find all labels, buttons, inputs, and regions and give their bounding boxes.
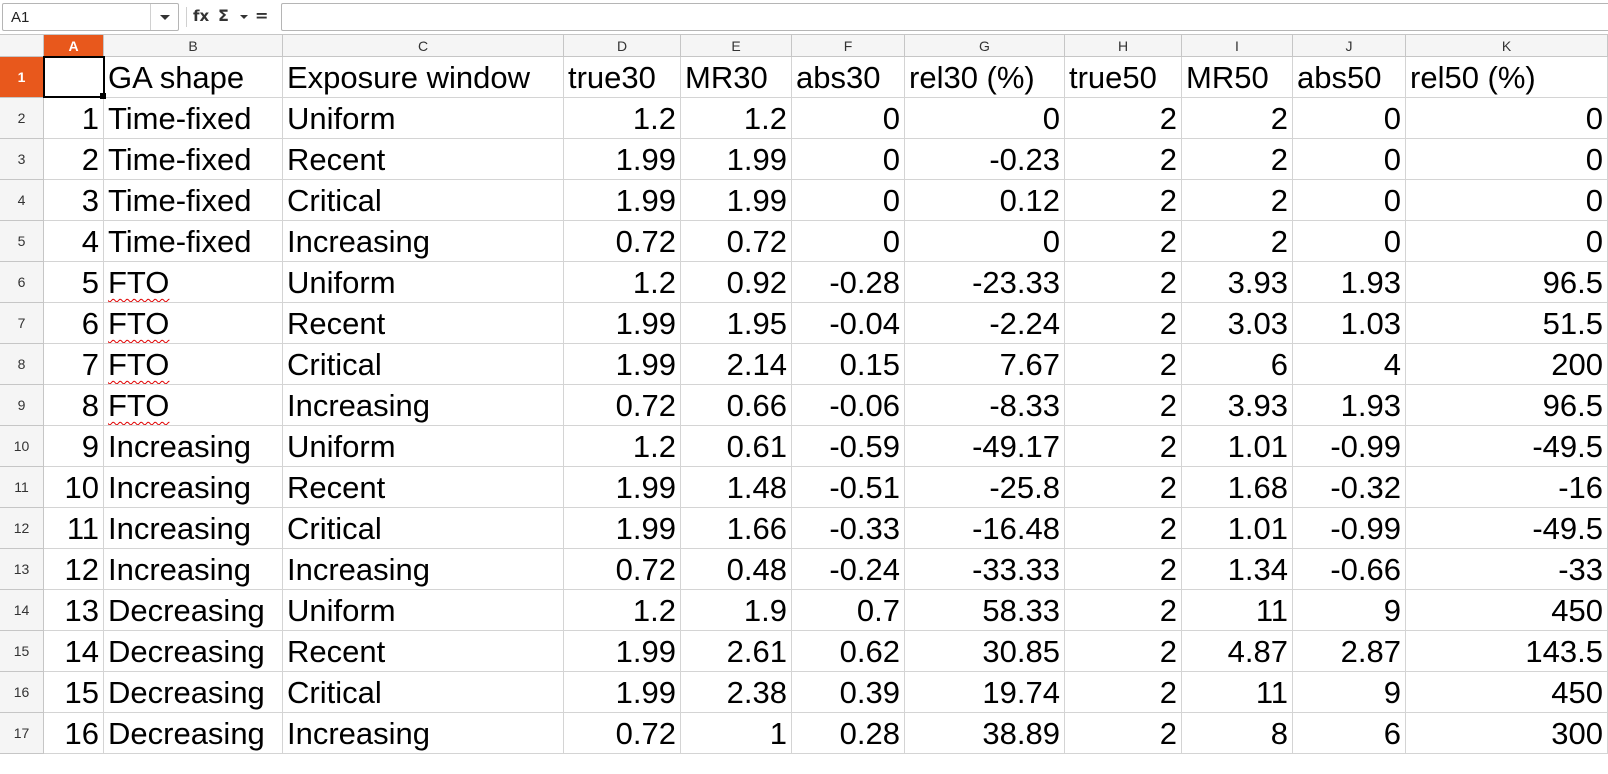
cell-d16[interactable]: 1.99	[564, 672, 681, 713]
cell-h11[interactable]: 2	[1065, 467, 1182, 508]
cell-d14[interactable]: 1.2	[564, 590, 681, 631]
cell-text-spellcheck: FTO	[108, 306, 170, 341]
cell-h3[interactable]: 2	[1065, 139, 1182, 180]
cell-c13[interactable]: Increasing	[283, 549, 564, 590]
cell-i10[interactable]: 1.01	[1182, 426, 1293, 467]
cell-a16[interactable]: 15	[44, 672, 104, 713]
column-header-d[interactable]: D	[564, 35, 681, 57]
autofill-handle[interactable]	[100, 93, 106, 99]
cell-a14[interactable]: 13	[44, 590, 104, 631]
row-header-4[interactable]: 4	[0, 180, 44, 221]
cell-k15[interactable]: 143.5	[1406, 631, 1608, 672]
column-header-j[interactable]: J	[1293, 35, 1406, 57]
column-header-e[interactable]: E	[681, 35, 792, 57]
cell-c9[interactable]: Increasing	[283, 385, 564, 426]
cell-i6[interactable]: 3.93	[1182, 262, 1293, 303]
cell-i5[interactable]: 2	[1182, 221, 1293, 262]
row-header-15[interactable]: 15	[0, 631, 44, 672]
function-wizard-icon[interactable]: fx	[193, 7, 210, 25]
cell-k5[interactable]: 0	[1406, 221, 1608, 262]
row-header-8[interactable]: 8	[0, 344, 44, 385]
cell-a6[interactable]: 5	[44, 262, 104, 303]
cell-k6[interactable]: 96.5	[1406, 262, 1608, 303]
cell-g2[interactable]: 0	[905, 98, 1065, 139]
cell-k3[interactable]: 0	[1406, 139, 1608, 180]
cell-i14[interactable]: 11	[1182, 590, 1293, 631]
cell-c12[interactable]: Critical	[283, 508, 564, 549]
cell-e8[interactable]: 2.14	[681, 344, 792, 385]
formula-bar	[0, 0, 1608, 35]
row-header-14[interactable]: 14	[0, 590, 44, 631]
cell-h1[interactable]: true50	[1065, 57, 1182, 98]
cell-a9[interactable]: 8	[44, 385, 104, 426]
cell-d2[interactable]: 1.2	[564, 98, 681, 139]
cell-b1[interactable]: GA shape	[104, 57, 283, 98]
cell-d15[interactable]: 1.99	[564, 631, 681, 672]
cell-j2[interactable]: 0	[1293, 98, 1406, 139]
name-box-value: A1	[11, 9, 30, 26]
cell-i15[interactable]: 4.87	[1182, 631, 1293, 672]
cell-h2[interactable]: 2	[1065, 98, 1182, 139]
cell-d8[interactable]: 1.99	[564, 344, 681, 385]
name-box[interactable]	[2, 3, 179, 31]
cell-k9[interactable]: 96.5	[1406, 385, 1608, 426]
cell-f9[interactable]: -0.06	[792, 385, 905, 426]
cell-g10[interactable]: -49.17	[905, 426, 1065, 467]
cell-b11[interactable]: Increasing	[104, 467, 283, 508]
cell-j6[interactable]: 1.93	[1293, 262, 1406, 303]
cell-c3[interactable]: Recent	[283, 139, 564, 180]
chevron-down-icon[interactable]	[150, 4, 178, 30]
cell-k4[interactable]: 0	[1406, 180, 1608, 221]
cell-g7[interactable]: -2.24	[905, 303, 1065, 344]
cell-k1[interactable]: rel50 (%)	[1406, 57, 1608, 98]
cell-d17[interactable]: 0.72	[564, 713, 681, 754]
cell-f1[interactable]: abs30	[792, 57, 905, 98]
cell-d3[interactable]: 1.99	[564, 139, 681, 180]
cell-j14[interactable]: 9	[1293, 590, 1406, 631]
formula-input[interactable]	[281, 3, 1608, 31]
cell-k7[interactable]: 51.5	[1406, 303, 1608, 344]
row-header-16[interactable]: 16	[0, 672, 44, 713]
cell-h16[interactable]: 2	[1065, 672, 1182, 713]
cell-j11[interactable]: -0.32	[1293, 467, 1406, 508]
cell-a15[interactable]: 14	[44, 631, 104, 672]
cell-j13[interactable]: -0.66	[1293, 549, 1406, 590]
toolbar-separator	[186, 7, 187, 27]
cell-f17[interactable]: 0.28	[792, 713, 905, 754]
cell-d11[interactable]: 1.99	[564, 467, 681, 508]
cell-g6[interactable]: -23.33	[905, 262, 1065, 303]
cell-f2[interactable]: 0	[792, 98, 905, 139]
cell-c15[interactable]: Recent	[283, 631, 564, 672]
cell-i17[interactable]: 8	[1182, 713, 1293, 754]
row-header-6[interactable]: 6	[0, 262, 44, 303]
cell-d5[interactable]: 0.72	[564, 221, 681, 262]
cell-i13[interactable]: 1.34	[1182, 549, 1293, 590]
cell-c2[interactable]: Uniform	[283, 98, 564, 139]
sum-dropdown-icon[interactable]	[240, 15, 248, 19]
cell-f15[interactable]: 0.62	[792, 631, 905, 672]
cell-b9[interactable]	[104, 385, 283, 426]
cell-f4[interactable]: 0	[792, 180, 905, 221]
cell-h8[interactable]: 2	[1065, 344, 1182, 385]
cell-f10[interactable]: -0.59	[792, 426, 905, 467]
cell-j15[interactable]: 2.87	[1293, 631, 1406, 672]
cell-f5[interactable]: 0	[792, 221, 905, 262]
cell-j4[interactable]: 0	[1293, 180, 1406, 221]
cell-b5[interactable]: Time-fixed	[104, 221, 283, 262]
cell-h17[interactable]: 2	[1065, 713, 1182, 754]
cell-b16[interactable]: Decreasing	[104, 672, 283, 713]
cell-f13[interactable]: -0.24	[792, 549, 905, 590]
cell-c6[interactable]: Uniform	[283, 262, 564, 303]
cell-b4[interactable]: Time-fixed	[104, 180, 283, 221]
cell-a11[interactable]: 10	[44, 467, 104, 508]
cell-k11[interactable]: -16	[1406, 467, 1608, 508]
cell-c4[interactable]: Critical	[283, 180, 564, 221]
cell-d13[interactable]: 0.72	[564, 549, 681, 590]
column-header-a[interactable]: A	[44, 35, 104, 57]
cell-d7[interactable]: 1.99	[564, 303, 681, 344]
cell-i2[interactable]: 2	[1182, 98, 1293, 139]
cell-b6[interactable]	[104, 262, 283, 303]
cell-h7[interactable]: 2	[1065, 303, 1182, 344]
cell-j16[interactable]: 9	[1293, 672, 1406, 713]
cell-g12[interactable]: -16.48	[905, 508, 1065, 549]
cell-b15[interactable]: Decreasing	[104, 631, 283, 672]
cell-g4[interactable]: 0.12	[905, 180, 1065, 221]
cell-a10[interactable]: 9	[44, 426, 104, 467]
cell-e4[interactable]: 1.99	[681, 180, 792, 221]
cell-e16[interactable]: 2.38	[681, 672, 792, 713]
row-header-10[interactable]: 10	[0, 426, 44, 467]
cell-e3[interactable]: 1.99	[681, 139, 792, 180]
cell-b8[interactable]	[104, 344, 283, 385]
cell-j5[interactable]: 0	[1293, 221, 1406, 262]
cell-j12[interactable]: -0.99	[1293, 508, 1406, 549]
column-header-c[interactable]: C	[283, 35, 564, 57]
cell-h13[interactable]: 2	[1065, 549, 1182, 590]
cell-b13[interactable]: Increasing	[104, 549, 283, 590]
cell-g9[interactable]: -8.33	[905, 385, 1065, 426]
cell-b10[interactable]: Increasing	[104, 426, 283, 467]
cell-f11[interactable]: -0.51	[792, 467, 905, 508]
cell-f14[interactable]: 0.7	[792, 590, 905, 631]
cell-j8[interactable]: 4	[1293, 344, 1406, 385]
cell-e11[interactable]: 1.48	[681, 467, 792, 508]
cell-j17[interactable]: 6	[1293, 713, 1406, 754]
cell-a3[interactable]: 2	[44, 139, 104, 180]
cell-f6[interactable]: -0.28	[792, 262, 905, 303]
row-header-13[interactable]: 13	[0, 549, 44, 590]
cell-c8[interactable]: Critical	[283, 344, 564, 385]
cell-i12[interactable]: 1.01	[1182, 508, 1293, 549]
cell-a17[interactable]: 16	[44, 713, 104, 754]
cell-k8[interactable]: 200	[1406, 344, 1608, 385]
cell-e9[interactable]: 0.66	[681, 385, 792, 426]
row-header-12[interactable]: 12	[0, 508, 44, 549]
row-header-9[interactable]: 9	[0, 385, 44, 426]
cell-j7[interactable]: 1.03	[1293, 303, 1406, 344]
cell-e14[interactable]: 1.9	[681, 590, 792, 631]
cell-k16[interactable]: 450	[1406, 672, 1608, 713]
cell-e7[interactable]: 1.95	[681, 303, 792, 344]
spreadsheet-grid	[0, 35, 1608, 774]
cell-g11[interactable]: -25.8	[905, 467, 1065, 508]
cell-j3[interactable]: 0	[1293, 139, 1406, 180]
cell-a4[interactable]: 3	[44, 180, 104, 221]
cell-e12[interactable]: 1.66	[681, 508, 792, 549]
row-header-2[interactable]: 2	[0, 98, 44, 139]
cell-g3[interactable]: -0.23	[905, 139, 1065, 180]
cell-g14[interactable]: 58.33	[905, 590, 1065, 631]
cell-d6[interactable]: 1.2	[564, 262, 681, 303]
column-header-i[interactable]: I	[1182, 35, 1293, 57]
cell-i3[interactable]: 2	[1182, 139, 1293, 180]
row-header-1[interactable]: 1	[0, 57, 44, 98]
cell-a2[interactable]: 1	[44, 98, 104, 139]
column-header-b[interactable]: B	[104, 35, 283, 57]
cell-g5[interactable]: 0	[905, 221, 1065, 262]
cell-k2[interactable]: 0	[1406, 98, 1608, 139]
row-header-3[interactable]: 3	[0, 139, 44, 180]
column-header-h[interactable]: H	[1065, 35, 1182, 57]
cell-e2[interactable]: 1.2	[681, 98, 792, 139]
row-header-7[interactable]: 7	[0, 303, 44, 344]
cell-c14[interactable]: Uniform	[283, 590, 564, 631]
cell-a12[interactable]: 11	[44, 508, 104, 549]
cell-g1[interactable]: rel30 (%)	[905, 57, 1065, 98]
column-header-f[interactable]: F	[792, 35, 905, 57]
cell-j9[interactable]: 1.93	[1293, 385, 1406, 426]
cell-text-spellcheck: FTO	[108, 347, 170, 382]
cell-h15[interactable]: 2	[1065, 631, 1182, 672]
cell-b14[interactable]: Decreasing	[104, 590, 283, 631]
cell-f16[interactable]: 0.39	[792, 672, 905, 713]
cell-i16[interactable]: 11	[1182, 672, 1293, 713]
cell-f3[interactable]: 0	[792, 139, 905, 180]
cell-g16[interactable]: 19.74	[905, 672, 1065, 713]
cell-h6[interactable]: 2	[1065, 262, 1182, 303]
cell-h10[interactable]: 2	[1065, 426, 1182, 467]
cell-k17[interactable]: 300	[1406, 713, 1608, 754]
cell-h12[interactable]: 2	[1065, 508, 1182, 549]
cell-b7[interactable]	[104, 303, 283, 344]
cell-f7[interactable]: -0.04	[792, 303, 905, 344]
row-header-5[interactable]: 5	[0, 221, 44, 262]
cell-a13[interactable]: 12	[44, 549, 104, 590]
cell-i4[interactable]: 2	[1182, 180, 1293, 221]
cell-d10[interactable]: 1.2	[564, 426, 681, 467]
cell-b3[interactable]: Time-fixed	[104, 139, 283, 180]
cell-g13[interactable]: -33.33	[905, 549, 1065, 590]
cell-k13[interactable]: -33	[1406, 549, 1608, 590]
sum-icon[interactable]: Σ	[218, 6, 229, 25]
cell-i7[interactable]: 3.03	[1182, 303, 1293, 344]
cell-g17[interactable]: 38.89	[905, 713, 1065, 754]
cell-h5[interactable]: 2	[1065, 221, 1182, 262]
cell-i1[interactable]: MR50	[1182, 57, 1293, 98]
cell-a8[interactable]: 7	[44, 344, 104, 385]
cell-b2[interactable]: Time-fixed	[104, 98, 283, 139]
formula-icon[interactable]: =	[255, 6, 269, 25]
select-all-corner[interactable]	[0, 35, 44, 57]
cell-e5[interactable]: 0.72	[681, 221, 792, 262]
column-header-k[interactable]: K	[1406, 35, 1608, 57]
cell-e17[interactable]: 1	[681, 713, 792, 754]
cell-h4[interactable]: 2	[1065, 180, 1182, 221]
cell-e6[interactable]: 0.92	[681, 262, 792, 303]
row-header-11[interactable]: 11	[0, 467, 44, 508]
cell-j1[interactable]: abs50	[1293, 57, 1406, 98]
cell-g8[interactable]: 7.67	[905, 344, 1065, 385]
cell-c7[interactable]: Recent	[283, 303, 564, 344]
cell-i9[interactable]: 3.93	[1182, 385, 1293, 426]
cell-text-spellcheck: FTO	[108, 265, 170, 300]
cell-h14[interactable]: 2	[1065, 590, 1182, 631]
cell-i8[interactable]: 6	[1182, 344, 1293, 385]
cell-j10[interactable]: -0.99	[1293, 426, 1406, 467]
cell-c16[interactable]: Critical	[283, 672, 564, 713]
cell-h9[interactable]: 2	[1065, 385, 1182, 426]
cell-e15[interactable]: 2.61	[681, 631, 792, 672]
cell-c5[interactable]: Increasing	[283, 221, 564, 262]
cell-k10[interactable]: -49.5	[1406, 426, 1608, 467]
cell-b12[interactable]: Increasing	[104, 508, 283, 549]
cell-d12[interactable]: 1.99	[564, 508, 681, 549]
cell-c1[interactable]: Exposure window	[283, 57, 564, 98]
column-header-g[interactable]: G	[905, 35, 1065, 57]
cell-d9[interactable]: 0.72	[564, 385, 681, 426]
cell-e13[interactable]: 0.48	[681, 549, 792, 590]
cell-c11[interactable]: Recent	[283, 467, 564, 508]
cell-e10[interactable]: 0.61	[681, 426, 792, 467]
cell-a1[interactable]	[44, 57, 104, 98]
cell-a7[interactable]: 6	[44, 303, 104, 344]
cell-d4[interactable]: 1.99	[564, 180, 681, 221]
cell-a5[interactable]: 4	[44, 221, 104, 262]
cell-d1[interactable]: true30	[564, 57, 681, 98]
cell-c10[interactable]: Uniform	[283, 426, 564, 467]
cell-f12[interactable]: -0.33	[792, 508, 905, 549]
cell-k12[interactable]: -49.5	[1406, 508, 1608, 549]
cell-g15[interactable]: 30.85	[905, 631, 1065, 672]
cell-f8[interactable]: 0.15	[792, 344, 905, 385]
cell-b17[interactable]: Decreasing	[104, 713, 283, 754]
cell-text-spellcheck: FTO	[108, 388, 170, 423]
cell-e1[interactable]: MR30	[681, 57, 792, 98]
cell-c17[interactable]: Increasing	[283, 713, 564, 754]
row-header-17[interactable]: 17	[0, 713, 44, 754]
cell-k14[interactable]: 450	[1406, 590, 1608, 631]
cell-i11[interactable]: 1.68	[1182, 467, 1293, 508]
